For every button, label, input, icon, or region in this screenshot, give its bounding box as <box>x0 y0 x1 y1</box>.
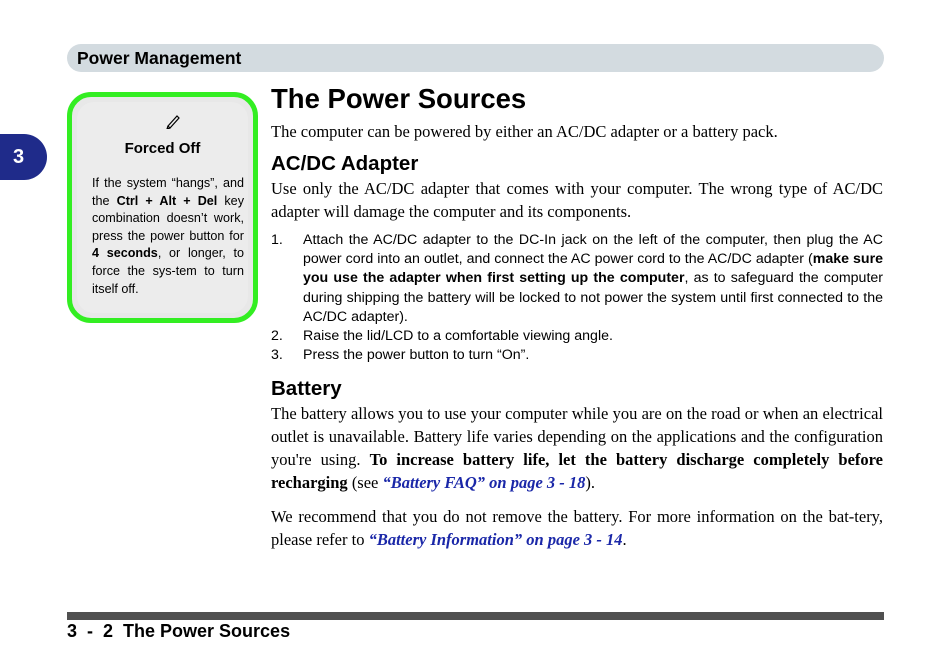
key-combo: Ctrl + Alt + Del <box>116 193 218 208</box>
footer-page-label: 3 - 2 The Power Sources <box>67 621 291 641</box>
footer-rule <box>67 612 884 620</box>
note-body: If the system “hangs”, and the Ctrl + Alt + Del key combination doesn’t work, press the power button for 4 seconds, or longer, to force the sys-tem to turn itself off. <box>92 176 244 296</box>
list-item: 2. Raise the lid/LCD to a comfortable viewing angle. <box>271 328 613 345</box>
acdc-heading: AC/DC Adapter <box>271 152 419 175</box>
battery-info-paragraph: We recommend that you do not remove the battery. For more information on the bat-tery, please refer to “Battery Information” on page 3 - 14. <box>271 507 883 550</box>
section-header-bar <box>67 44 884 72</box>
sidebar-note-inner <box>77 102 248 313</box>
note-title: Forced Off <box>124 140 201 157</box>
hold-duration: 4 seconds <box>92 246 158 261</box>
chapter-tab <box>0 134 47 180</box>
acdc-steps <box>271 231 883 365</box>
chapter-number: 3 <box>12 145 25 168</box>
battery-paragraph: The battery allows you to use your computer while you are on the road or when an electrical outlet is unavailable. Battery life varies depending on the applications and the configuration you're using. To increase battery life, let the battery discharge completely before recharging (see “Battery FAQ” on page 3 - 18). <box>271 404 884 493</box>
battery-faq-link[interactable]: “Battery FAQ” on page 3 - 18 <box>382 473 586 493</box>
sidebar-note <box>67 92 258 323</box>
main-content <box>271 82 883 551</box>
list-item: 1. Attach the AC/DC adapter to the DC-In jack on the left of the computer, then plug the AC power cord into an outlet, and connect the AC power cord to the AC/DC adapter (make sure you use the adapter when first setting up the computer, as to safeguard the computer during shipping the battery will be locked to not power the system until first connected to the AC/DC adapter). <box>271 232 883 325</box>
acdc-paragraph: Use only the AC/DC adapter that comes with your computer. The wrong type of AC/DC adapter will damage the computer and its components. <box>271 179 883 221</box>
list-item: 3. Press the power button to turn “On”. <box>271 347 530 364</box>
battery-info-link[interactable]: “Battery Information” on page 3 - 14 <box>368 530 623 550</box>
section-title: Power Management <box>77 47 242 68</box>
pencil-icon <box>165 113 181 129</box>
battery-heading: Battery <box>271 377 342 401</box>
page-title: The Power Sources <box>271 83 527 114</box>
intro-paragraph: The computer can be powered by either an AC/DC adapter or a battery pack. <box>271 122 778 141</box>
battery-tip: To increase battery life, let the battery discharge completely before recharging <box>271 450 884 493</box>
